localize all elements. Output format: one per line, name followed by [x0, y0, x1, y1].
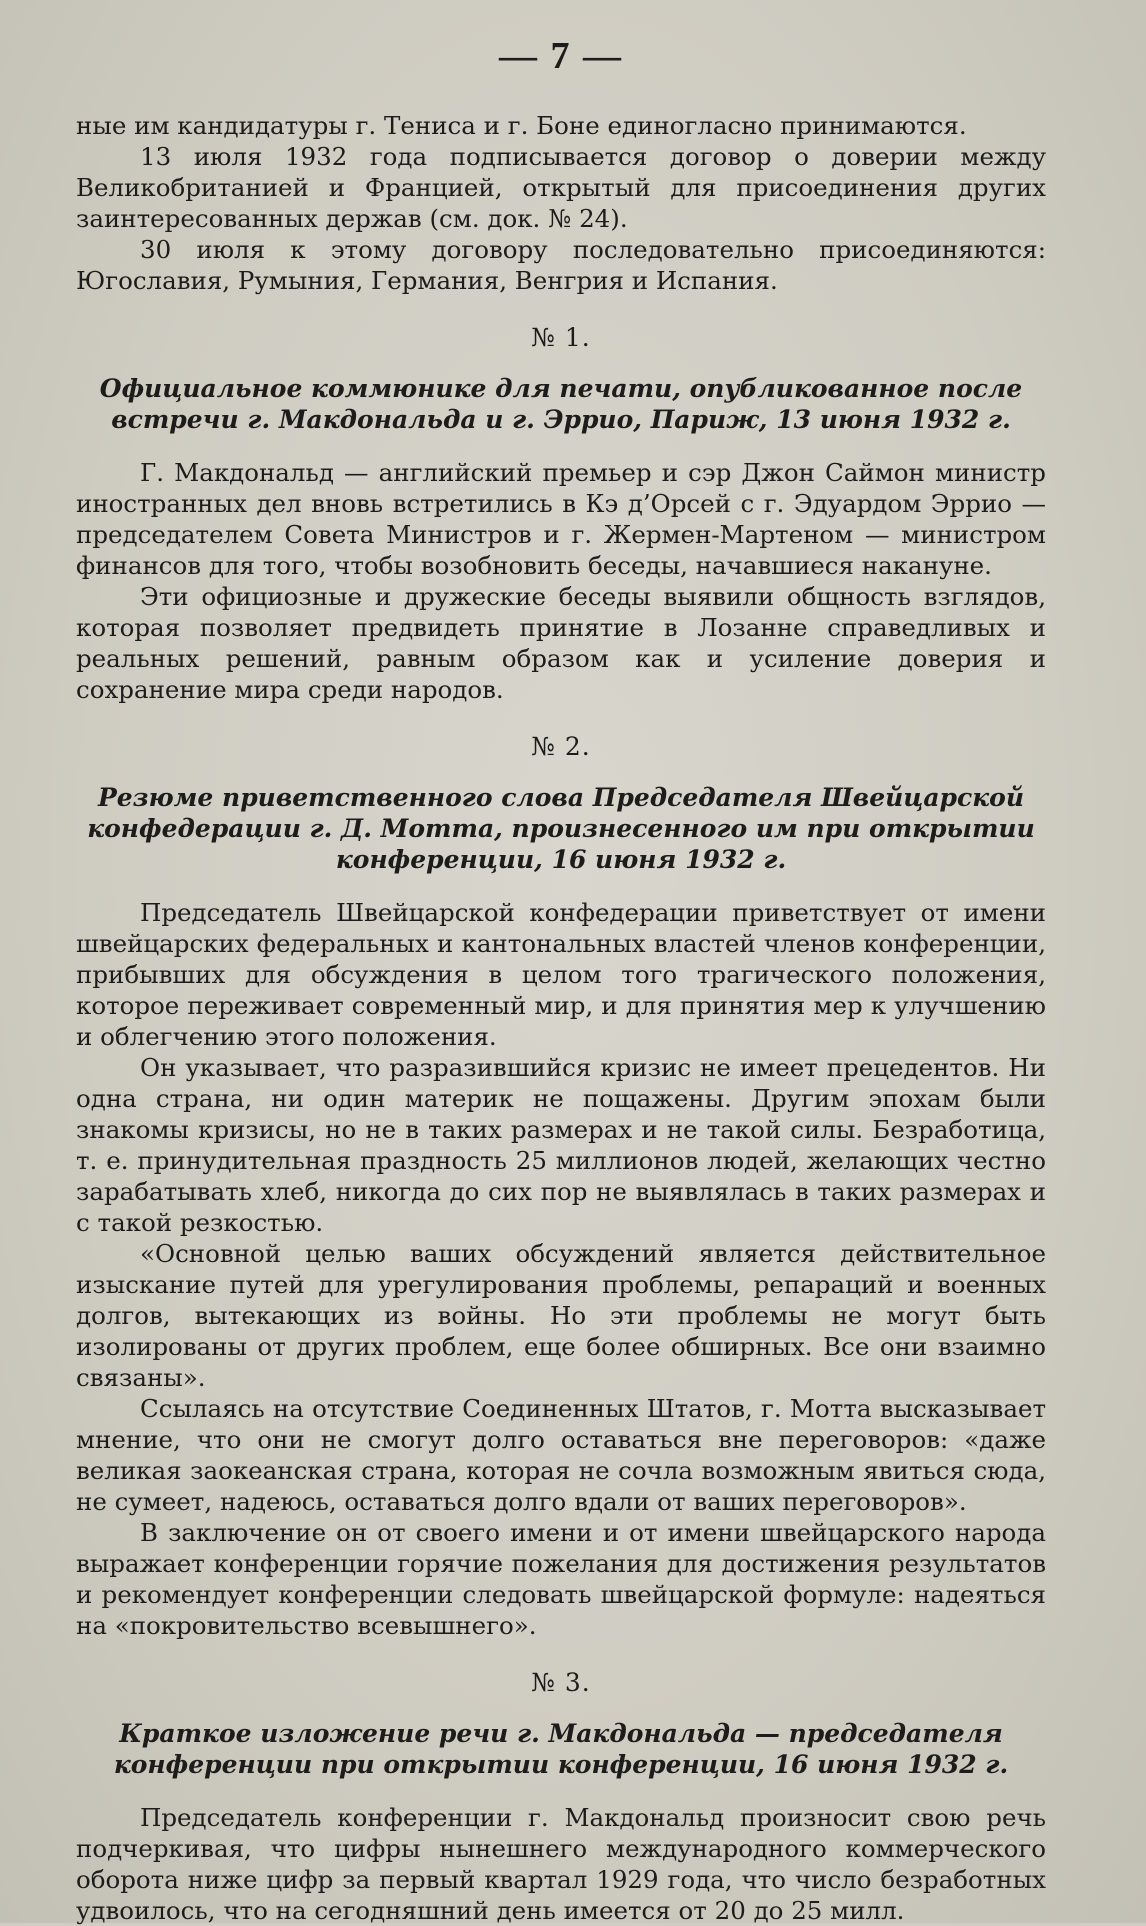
doc-2-number: № 2.	[531, 732, 591, 761]
doc-3-title: Краткое изложение речи г. Макдональда — председателя конференции при открытии конференции, 16 июня 1932 г.	[113, 1719, 1009, 1779]
doc-2-paragraph-1: Председатель Швейцарской конфедерации приветствует от имени швейцарских федеральных и кантональных властей членов конференции, прибывших для обсуждения в целом того трагического положения, которое переживает современный мир, и для принятия мер к улучшению и облегчению этого положения.	[76, 898, 1046, 1051]
doc-1-paragraph-2: Эти официозные и дружеские беседы выявили общность взглядов, которая позволяет предвидеть принятие в Лозанне справедливых и реальных решений, равным образом как и усиление доверия и сохранение мира среди народов.	[76, 582, 1046, 704]
doc-2-paragraph-3: «Основной целью ваших обсуждений является действительное изыскание путей для урегулирования проблемы, репараций и военных долгов, вытекающих из войны. Но эти проблемы не могут быть изолированы от других проблем, еще более обширных. Все они взаимно связаны».	[76, 1239, 1046, 1392]
doc-2-paragraph-4: Ссылаясь на отсутствие Соединенных Штатов, г. Мотта высказывает мнение, что они не смогут долго оставаться вне переговоров: «даже великая заокеанская страна, которая не сочла возможным явиться сюда, не сумеет, надеюсь, оставаться долго вдали от ваших переговоров».	[76, 1394, 1046, 1516]
doc-1-number: № 1.	[531, 323, 591, 352]
page-number: — 7 —	[499, 35, 623, 77]
intro-paragraph-2: 13 июля 1932 года подписывается договор о доверии между Великобританией и Францией, открытый для присоединения других заинтересованных держав (см. док. № 24).	[76, 142, 1046, 233]
doc-3-paragraph-1: Председатель конференции г. Макдональд произносит свою речь подчеркивая, что цифры нынешнего международного коммерческого оборота ниже цифр за первый квартал 1929 года, что число безработных удвоилось, что на сегодняшний день имеется от 20 до 25 милл.	[76, 1803, 1046, 1925]
doc-2-paragraph-2: Он указывает, что разразившийся кризис не имеет прецедентов. Ни одна страна, ни один материк не пощажены. Другим эпохам были знакомы кризисы, но не в таких размерах и не такой силы. Безработица, т. е. принудительная праздность 25 миллионов людей, желающих честно зарабатывать хлеб, никогда до сих пор не выявлялась в таких размерах и с такой резкостью.	[76, 1053, 1046, 1237]
doc-2-paragraph-5: В заключение он от своего имени и от имени швейцарского народа выражает конференции горячие пожелания для достижения результатов и рекомендует конференции следовать швейцарской формуле: надеяться на «покровительство всевышнего».	[76, 1518, 1046, 1640]
intro-paragraph-1: ные им кандидатуры г. Тениса и г. Боне единогласно принимаются.	[76, 111, 967, 140]
intro-paragraph-3: 30 июля к этому договору последовательно присоединяются: Югославия, Румыния, Германия, Венгрия и Испания.	[76, 235, 1046, 295]
doc-1-title: Официальное коммюнике для печати, опубликованное после встречи г. Макдональда и г. Эррио, Париж, 13 июня 1932 г.	[99, 374, 1023, 434]
doc-3-number: № 3.	[531, 1668, 591, 1697]
doc-2-title: Резюме приветственного слова Председателя Швейцарской конфедерации г. Д. Мотта, произнесенного им при открытии конференции, 16 июня 1932 г.	[87, 783, 1035, 874]
doc-1-paragraph-1: Г. Макдональд — английский премьер и сэр Джон Саймон министр иностранных дел вновь встретились в Кэ д’Орсей с г. Эдуардом Эррио — председателем Совета Министров и г. Жермен-Мартеном — министром финансов для того, чтобы возобновить беседы, начавшиеся накануне.	[76, 458, 1046, 580]
